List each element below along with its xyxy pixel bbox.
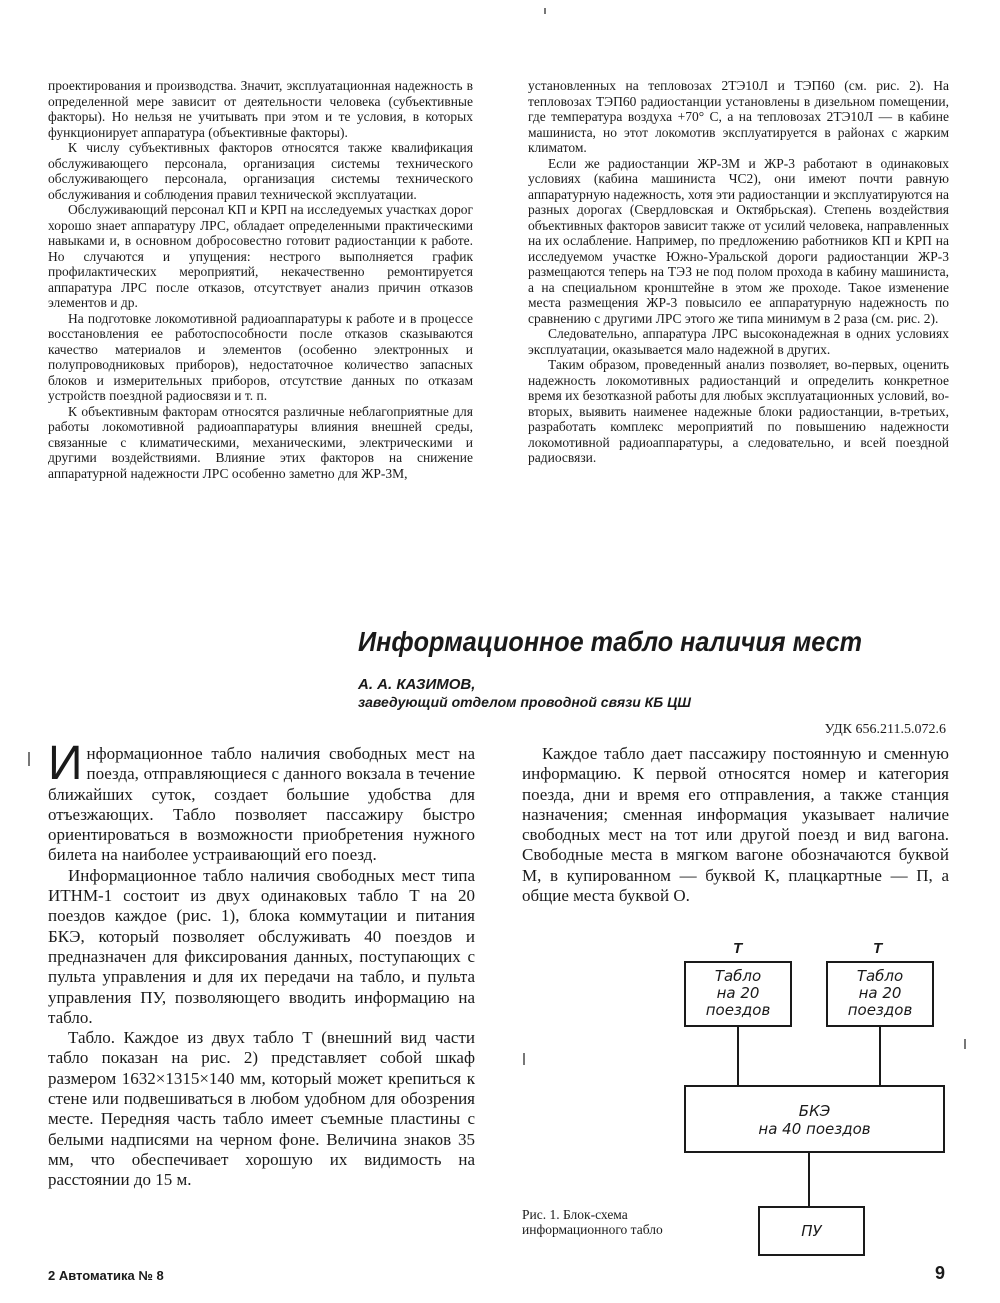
paragraph: К объективным факторам относятся различные неблагоприятные для работы локомотивной радиоаппаратуры влияния внешней среды, связанные с климатическими, механическими, электрическими и другими воздействиями. Влияние этих факторов на снижение аппаратурной надежности ЛРС особенно заметно для ЖР-3М, (48, 403, 473, 481)
paragraph: Табло. Каждое из двух табло Т (внешний вид части табло показан на рис. 2) представляет собой шкаф размером 1632×1315×140 мм, который может крепиться к стене или подвешиваться в любом удобном для обозрения месте. Передняя часть табло имеет съемные пластины с белыми надписями на черном фоне. Величина знаков 35 мм, что обеспечивает хорошую их видимость на расстоянии до 15 м. (48, 1028, 475, 1190)
paragraph: Таким образом, проведенный анализ позволяет, во-первых, оценить надежность локомотивных радиостанций и определить конкретное время их безотказной работы для любых эксплуатационных условий, во-вторых, выявить наименее надежные блоки радиостанции, в-третьих, разработать комплекс мероприятий по повышению надежности локомотивной радиоаппаратуры, а следовательно, и всей поездной радиосвязи. (528, 357, 949, 465)
diagram-connector (808, 1153, 810, 1207)
diagram-box-tablo-right (826, 961, 934, 1027)
scan-mark (544, 8, 546, 14)
paragraph: проектирования и производства. Значит, эксплуатационная надежность в определенной мере зависит от деятельности человека (субъективные факторы). Но нельзя не учитывать при этом и те условия, в которых функционирует аппаратура (объективные факторы). (48, 78, 473, 140)
diagram-box-tablo-left (684, 961, 792, 1027)
box-text-line: поездов (847, 1001, 913, 1019)
page-number: 9 (935, 1263, 946, 1283)
diagram-box-pu (758, 1206, 865, 1256)
paragraph: Каждое табло дает пассажиру постоянную и сменную информацию. К первой относятся номер и категория поезда, дни и время его отправления, а также станция назначения; сменная информация указывает наличие свободных мест на тот или другой поезд и вид вагона. Свободные места в мягком вагоне обозначаются буквой М, в купированном — буквой К, плацкартные — П, а общие места буквой О. (522, 744, 949, 906)
paragraph: Следовательно, аппаратура ЛРС высоконадежная в одних условиях эксплуатации, оказывается мало надежной в других. (528, 326, 949, 357)
top-right-column (528, 78, 949, 466)
paragraph: Если же радиостанции ЖР-3М и ЖР-3 работают в одинаковых условиях (кабина машиниста ЧС2), они имеют почти равную аппаратурную надежность, хотя эти радиостанции и эксплуатируются на разных дорогах (Свердловская и Октябрьская). Степень воздействия объективных факторов зависит также от усилий человека, направленных на их ослабление. Например, по предложению работников КП и КРП на исследуемом участке Южно-Уральской дороги радиостанции ЖР-3 размещаются теперь на ТЭЗ не под полом прохода в кабину машиниста, а на специальном кронштейне в этом же проходе. Такое изменение места размещения ЖР-3 повысило ее аппаратурную надежность по сравнению с другими ЛРС этого же типа минимум в 2 раза (см. рис. 2). (528, 155, 949, 326)
paragraph: На подготовке локомотивной радиоаппаратуры к работе и в процессе восстановления ее работоспособности после отказов сказываются качество материалов и элементов (особенно электронных и полупроводниковых приборов), недостаточное количество запасных блоков и измерительных приборов, отсутствие данных по отказам устройств поездной радиосвязи и т. п. (48, 310, 473, 403)
box-text-line: Табло (714, 967, 762, 985)
figure-caption: Рис. 1. Блок-схема информационного табло (522, 1207, 663, 1237)
paragraph (48, 737, 475, 866)
box-text-line: на 20 (858, 984, 902, 1002)
diagram-connector (737, 1027, 739, 1087)
scan-mark (523, 1053, 525, 1065)
article-right-column (522, 744, 949, 906)
article-left-column (48, 737, 475, 1191)
paragraph: установленных на тепловозах 2ТЭ10Л и ТЭП60 (см. рис. 2). На тепловозах ТЭП60 радиостанции установлены в дизельном помещении, где температура воздуха +70° С, а на тепловозах 2ТЭ10Л — в кабине машиниста, но этот локомотив эксплуатируется в районах с жарким климатом. (528, 78, 949, 155)
article-title: Информационное табло наличия мест (358, 626, 863, 657)
box-text-line: на 40 поездов (758, 1120, 871, 1138)
diagram-connector (879, 1027, 881, 1087)
box-text-line: поездов (705, 1001, 771, 1019)
paragraph: К числу субъективных факторов относятся также квалификация обслуживающего персонала, организация системы технического обслуживающего персонала, организация системы технического обслуживания и соблюдения правил технической эксплуатации. (48, 140, 473, 202)
diagram-box-bke (684, 1085, 945, 1153)
paragraph-text: нформационное табло наличия свободных мест на поезда, отправляющиеся с данного вокзала в течение ближайших суток, создает большие удобства для отъезжающих. Табло позволяет пассажиру быстро ориентироваться в возможности приобретения нужного билета на наиболее устраивающий его поезд. (48, 744, 475, 865)
scan-mark (964, 1039, 966, 1049)
author-name: А. А. КАЗИМОВ, (358, 676, 476, 693)
udc-code: УДК 656.211.5.072.6 (824, 722, 946, 737)
box-text-line: ПУ (801, 1222, 822, 1240)
footer-journal-info: 2 Автоматика № 8 (48, 1268, 164, 1283)
paragraph: Обслуживающий персонал КП и КРП на исследуемых участках дорог хорошо знает аппаратуру ЛРС, обладает определенными практическими навыками и, в основном добросовестно готовит радиостанции к работе. Но случаются и упущения: нестрого выполняется график профилактических мероприятий, некачественно ремонтируется аппаратура ЛРС после отказов, отсутствует анализ причин отказов элементов и др. (48, 202, 473, 310)
scan-mark (28, 752, 30, 766)
box-text-line: на 20 (716, 984, 760, 1002)
paragraph: Информационное табло наличия свободных мест типа ИТНМ-1 состоит из двух одинаковых табло Т на 20 поездов каждое (рис. 1), блока коммутации и питания БКЭ, который позволяет обслуживать 40 поездов и предназначен для фиксирования данных, поступающих с пульта управления и для их передачи на табло, и пульта управления ПУ, позволяющего вводить информацию на табло. (48, 865, 475, 1027)
box-text-line: Табло (856, 967, 904, 985)
box-text-line: БКЭ (798, 1102, 831, 1120)
drop-cap: И (48, 737, 83, 790)
diagram-label-t-left: Т (733, 940, 743, 957)
top-left-column (48, 78, 473, 481)
diagram-label-t-right: Т (873, 940, 883, 957)
author-position: заведующий отделом проводной связи КБ ЦШ (358, 694, 691, 710)
